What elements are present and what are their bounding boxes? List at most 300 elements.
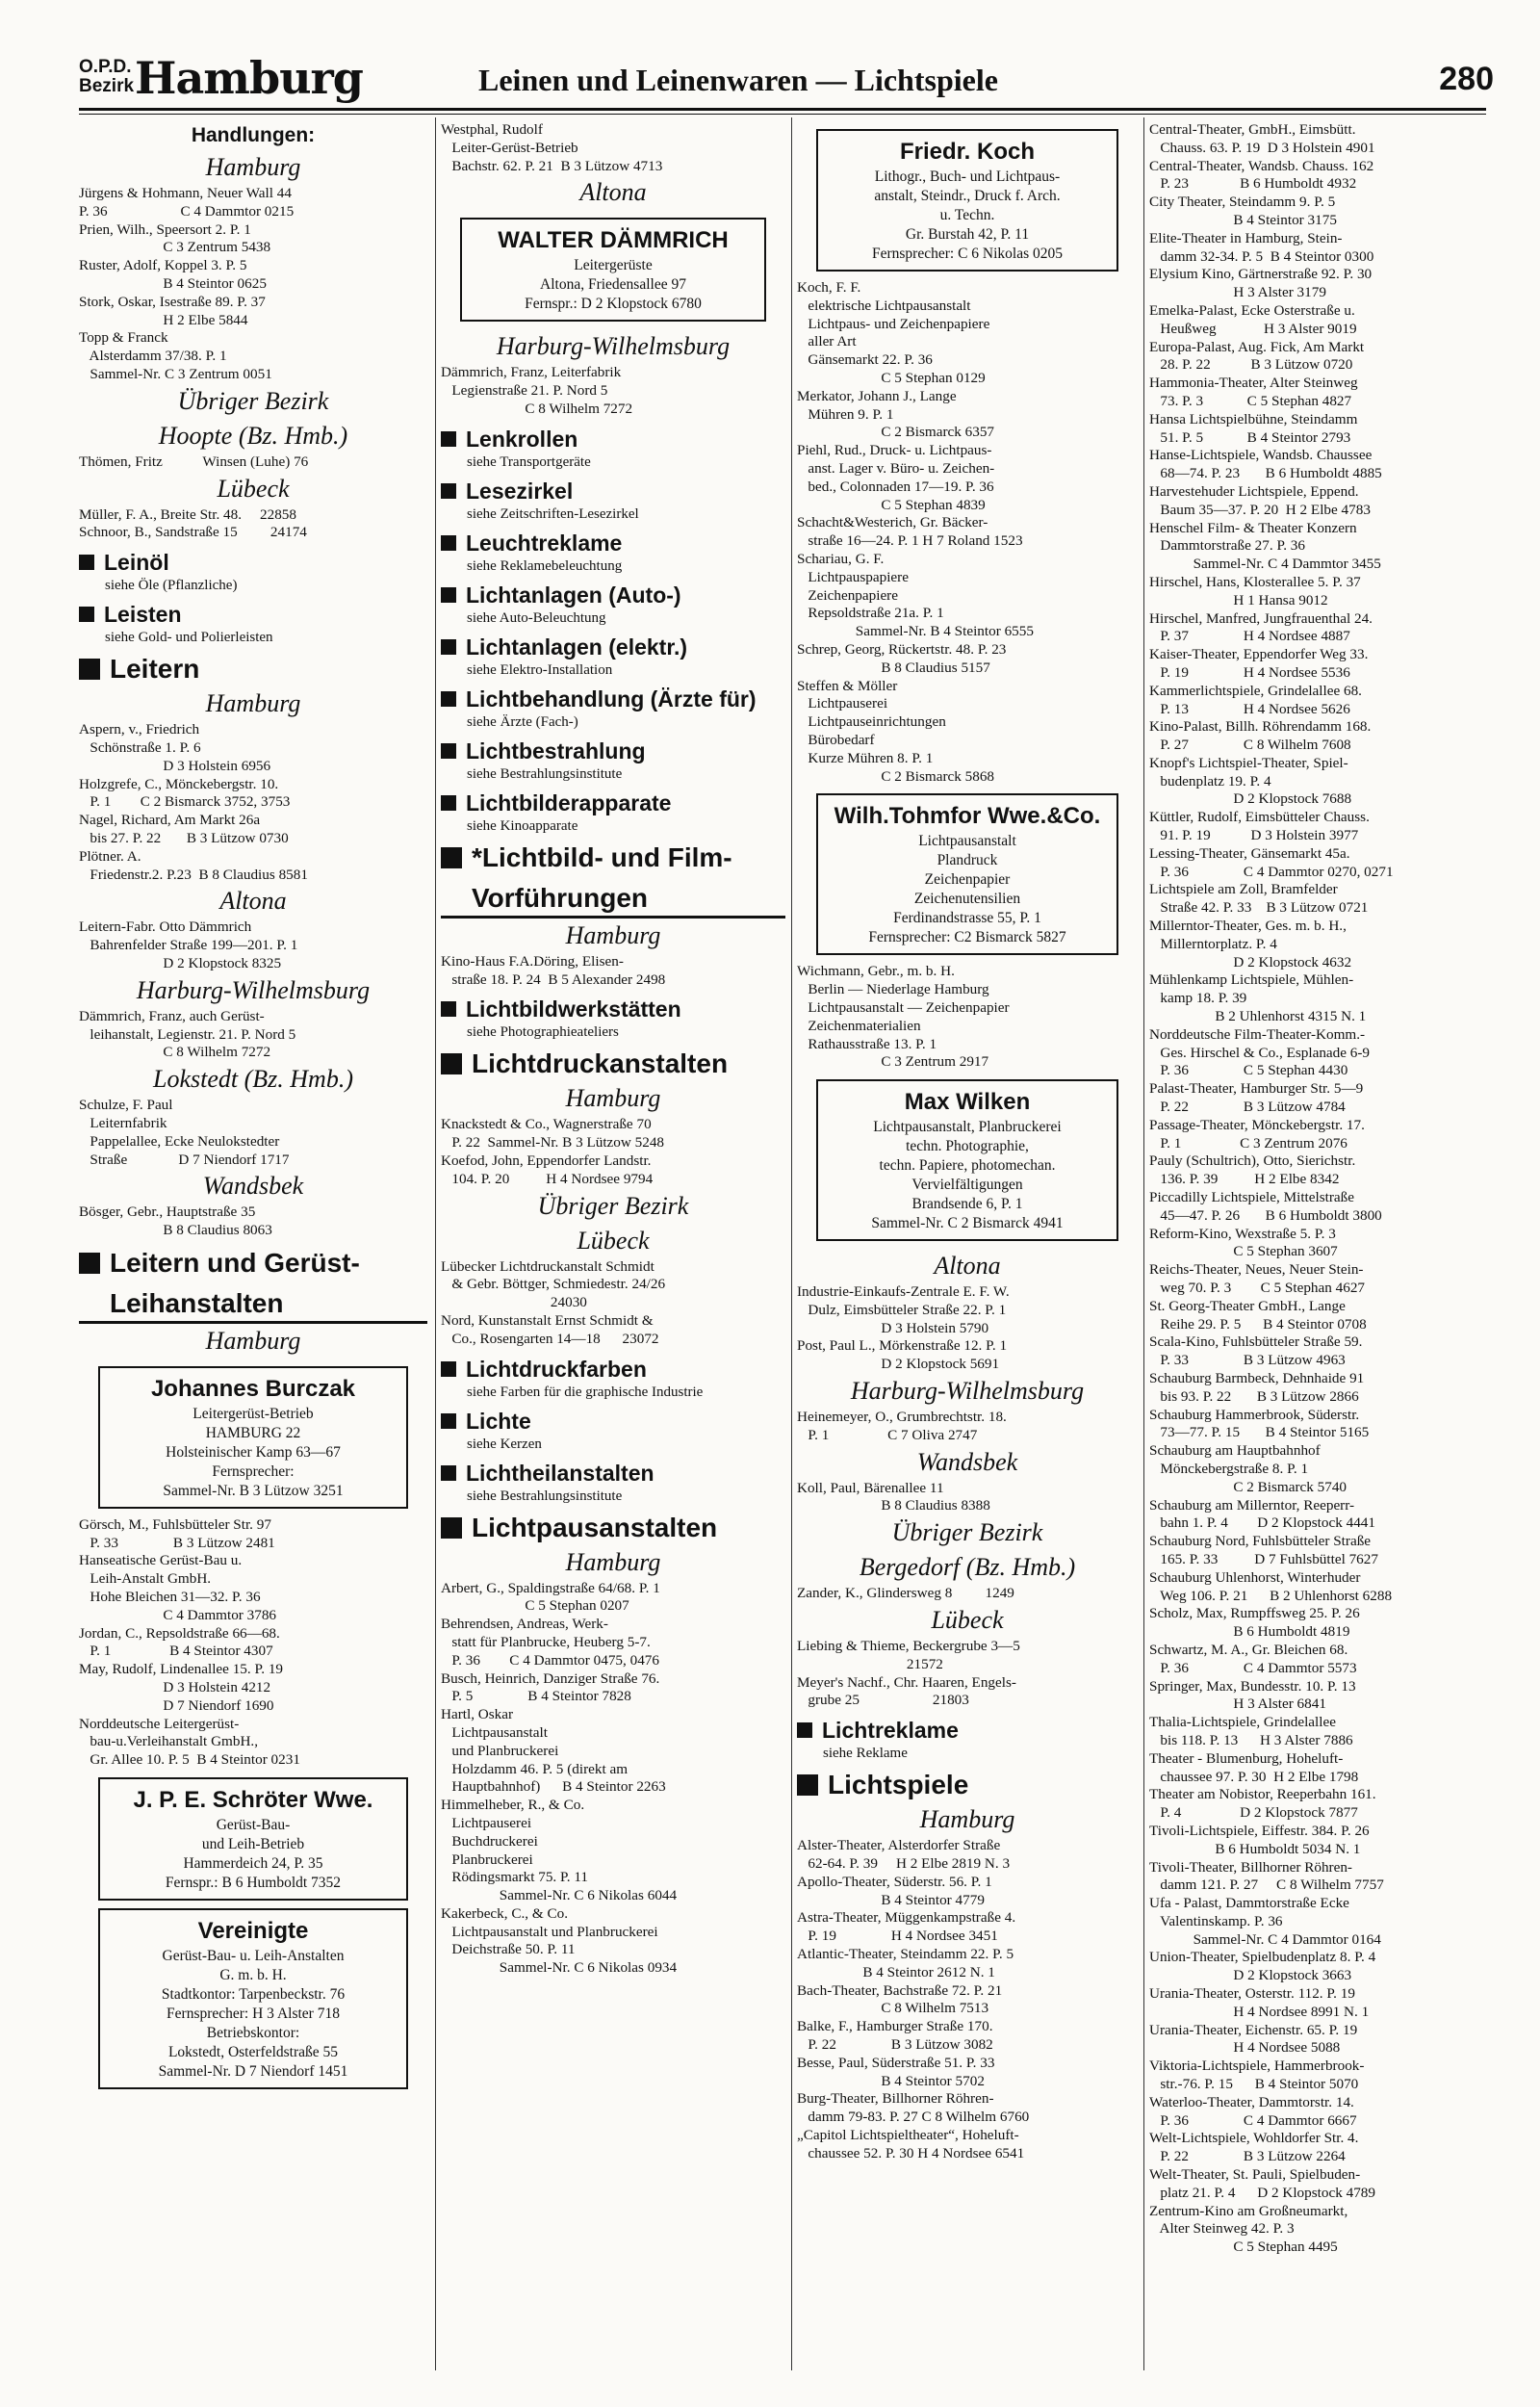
entry-line: Meyer's Nachf., Chr. Haaren, Engels- (797, 1673, 1016, 1691)
entry-line: Planbruckerei (441, 1851, 533, 1868)
entry-line: Schauburg Barmbeck, Dehnhaide 91 (1149, 1369, 1365, 1386)
entry-line: Schulze, F. Paul (79, 1097, 173, 1114)
square-bullet-icon (441, 1517, 462, 1539)
entry-line: B 4 Steintor 0625 (79, 274, 267, 292)
page-number: 280 (1439, 61, 1494, 97)
entry-line: B 8 Claudius 8063 (79, 1222, 272, 1239)
entry-line: P. 1 C 2 Bismarck 3752, 3753 (79, 793, 291, 811)
entry-line: Legienstraße 21. P. Nord 5 (441, 382, 608, 400)
entry-line: B 6 Humboldt 5034 N. 1 (1149, 1840, 1361, 1857)
major-category-heading (441, 841, 785, 875)
entry-line: Sammel-Nr. C 4 Dammtor 3455 (1149, 556, 1381, 573)
entry-line: Tivoli-Lichtspiele, Eiffestr. 384. P. 26 (1149, 1822, 1370, 1839)
place-heading: Lübeck (217, 474, 290, 503)
entry-line: Berlin — Niederlage Hamburg (797, 981, 989, 998)
entry-line: Holzgrefe, C., Mönckebergstr. 10. (79, 775, 279, 792)
entry-line: aller Art (797, 333, 857, 350)
entry-line: Post, Paul L., Mörkenstraße 12. P. 1 (797, 1337, 1008, 1355)
category-label: Lichtbilderapparate (466, 789, 672, 815)
entry-line: B 6 Humboldt 4819 (1149, 1623, 1350, 1641)
cross-reference: siehe Kinoapparate (467, 817, 578, 834)
square-bullet-icon (797, 1774, 818, 1796)
entry-line: bis 93. P. 22 B 3 Lützow 2866 (1149, 1387, 1359, 1405)
entry-line: H 2 Elbe 5844 (79, 311, 248, 328)
entry-line: Schauburg Nord, Fuhlsbütteler Straße (1149, 1533, 1372, 1550)
entry-line: Nord, Kunstanstalt Ernst Schmidt & (441, 1311, 654, 1329)
category-label: Lichtdruckanstalten (472, 1048, 729, 1079)
category-label: Lichte (466, 1408, 531, 1434)
entry-line: straße 16—24. P. 1 H 7 Roland 1523 (797, 532, 1023, 550)
ad-line: techn. Papiere, photomechan. (879, 1157, 1056, 1175)
entry-line: str.-76. P. 15 B 4 Steintor 5070 (1149, 2076, 1359, 2093)
entry-line: Schauburg am Hauptbahnhof (1149, 1442, 1321, 1460)
square-bullet-icon (441, 847, 462, 868)
cross-reference: siehe Transportgeräte (467, 453, 591, 470)
entry-line: Heußweg H 3 Alster 9019 (1149, 320, 1357, 337)
entry-line: Prien, Wilh., Speersort 2. P. 1 (79, 220, 251, 238)
city-title: Hamburg (135, 52, 363, 104)
entry-line: bau-u.Verleihanstalt GmbH., (79, 1733, 259, 1750)
entry-line: 91. P. 19 D 3 Holstein 3977 (1149, 827, 1359, 844)
ad-line: Lichtpausanstalt, Planbruckerei (873, 1119, 1062, 1136)
entry-line: Hanseatische Gerüst-Bau u. (79, 1552, 243, 1569)
category-heading (441, 685, 785, 713)
cross-reference: siehe Auto-Beleuchtung (467, 609, 606, 626)
entry-line: P. 36 C 4 Dammtor 0215 (79, 202, 295, 220)
entry-line: Welt-Theater, St. Pauli, Spielbuden- (1149, 2166, 1361, 2184)
entry-line: Koll, Paul, Bärenallee 11 (797, 1479, 944, 1496)
category-label: Lichtbestrahlung (466, 738, 646, 764)
entry-line: Mühlenkamp Lichtspiele, Mühlen- (1149, 971, 1354, 989)
entry-line: Schnoor, B., Sandstraße 15 24174 (79, 524, 307, 541)
entry-line: P. 36 C 4 Dammtor 0270, 0271 (1149, 863, 1394, 880)
entry-line: Holzdamm 46. P. 5 (direkt am (441, 1760, 629, 1777)
cross-reference: siehe Zeitschriften-Lesezirkel (467, 505, 639, 522)
entry-line: Koefod, John, Eppendorfer Landstr. (441, 1152, 652, 1169)
entry-line: Theater - Blumenburg, Hoheluft- (1149, 1749, 1344, 1767)
category-label: Lesezirkel (466, 478, 574, 504)
entry-line: Buchdruckerei (441, 1832, 538, 1850)
entry-line: B 8 Claudius 8388 (797, 1497, 990, 1514)
entry-line: Hansa Lichtspielbühne, Steindamm (1149, 410, 1358, 427)
square-bullet-icon (441, 483, 456, 499)
ad-line: Sammel-Nr. D 7 Niendorf 1451 (158, 2063, 348, 2081)
entry-line: Urania-Theater, Osterstr. 112. P. 19 (1149, 1985, 1355, 2003)
entry-line: C 8 Wilhelm 7272 (441, 400, 633, 417)
place-heading: Harburg-Wilhelmsburg (850, 1377, 1085, 1406)
entry-line: 45—47. P. 26 B 6 Humboldt 3800 (1149, 1206, 1382, 1224)
entry-line: C 8 Wilhelm 7513 (797, 2000, 989, 2017)
category-heading (79, 600, 427, 629)
entry-line: B 4 Steintor 5702 (797, 2072, 985, 2089)
category-heading (441, 425, 785, 453)
cross-reference: siehe Reklamebeleuchtung (467, 557, 623, 574)
entry-line: Baum 35—37. P. 20 H 2 Elbe 4783 (1149, 501, 1371, 518)
square-bullet-icon (441, 431, 456, 447)
place-heading: Lokstedt (Bz. Hmb.) (153, 1065, 353, 1094)
entry-line: Wichmann, Gebr., m. b. H. (797, 963, 955, 980)
square-bullet-icon (441, 587, 456, 603)
section-heading: Handlungen: (191, 124, 316, 146)
advertisement-box (816, 1079, 1118, 1241)
place-heading: Wandsbek (916, 1447, 1018, 1476)
entry-line: Zeichenmaterialien (797, 1017, 921, 1034)
entry-line: Millerntorplatz. P. 4 (1149, 935, 1277, 952)
entry-line: kamp 18. P. 39 (1149, 990, 1247, 1007)
entry-line: P. 36 C 4 Dammtor 6667 (1149, 2111, 1357, 2129)
entry-line: Merkator, Johann J., Lange (797, 387, 957, 404)
entry-line: Stork, Oskar, Isestraße 89. P. 37 (79, 293, 266, 310)
ad-line: Altona, Friedensallee 97 (540, 276, 686, 294)
major-category-heading (79, 1286, 427, 1324)
ad-line: Stadtkontor: Tarpenbeckstr. 76 (161, 1986, 346, 2004)
square-bullet-icon (441, 535, 456, 551)
square-bullet-icon (441, 1465, 456, 1481)
entry-line: P. 13 H 4 Nordsee 5626 (1149, 700, 1350, 717)
column-1 (79, 121, 427, 2374)
entry-line: 28. P. 22 B 3 Lützow 0720 (1149, 356, 1353, 374)
entry-line: C 2 Bismarck 5740 (1149, 1478, 1348, 1495)
ad-line: Zeichenutensilien (913, 891, 1021, 908)
ad-line: HAMBURG 22 (205, 1424, 301, 1441)
ad-line: Fernsprecher: H 3 Alster 718 (167, 2006, 340, 2023)
entry-line: Dämmrich, Franz, auch Gerüst- (79, 1007, 265, 1024)
place-heading: Lübeck (577, 1226, 650, 1255)
ad-title: Vereinigte (197, 1918, 309, 1945)
entry-line: Lichtpausanstalt (441, 1723, 548, 1741)
category-label: Lichtreklame (822, 1718, 959, 1744)
entry-line: P. 36 C 4 Dammtor 5573 (1149, 1659, 1357, 1676)
category-heading (441, 995, 785, 1023)
place-heading: Hamburg (919, 1805, 1015, 1834)
entry-line: Sammel-Nr. C 6 Nikolas 0934 (441, 1959, 678, 1977)
entry-line: Co., Rosengarten 14—18 23072 (441, 1330, 659, 1347)
major-category-heading (441, 1047, 785, 1081)
entry-line: Piccadilly Lichtspiele, Mittelstraße (1149, 1189, 1354, 1206)
entry-line: Plötner. A. (79, 847, 141, 865)
entry-line: Arbert, G., Spaldingstraße 64/68. P. 1 (441, 1579, 660, 1596)
category-label: Leihanstalten (110, 1287, 284, 1318)
entry-line: 62-64. P. 39 H 2 Elbe 2819 N. 3 (797, 1855, 1011, 1873)
ad-line: Fernspr.: D 2 Klopstock 6780 (525, 296, 702, 313)
cross-reference: siehe Kerzen (467, 1436, 542, 1452)
entry-line: Knackstedt & Co., Wagnerstraße 70 (441, 1116, 652, 1133)
major-category-heading (79, 652, 427, 686)
entry-line: Müller, F. A., Breite Str. 48. 22858 (79, 505, 296, 523)
column-4 (1149, 121, 1488, 2374)
entry-line: Busch, Heinrich, Danziger Straße 76. (441, 1669, 660, 1687)
category-label: Leinöl (104, 550, 169, 576)
entry-line: C 5 Stephan 0207 (441, 1597, 629, 1615)
entry-line: Zentrum-Kino am Großneumarkt, (1149, 2202, 1348, 2219)
square-bullet-icon (79, 607, 94, 622)
entry-line: weg 70. P. 3 C 5 Stephan 4627 (1149, 1280, 1366, 1296)
entry-line: Schacht&Westerich, Gr. Bäcker- (797, 514, 988, 531)
entry-line: damm 121. P. 27 C 8 Wilhelm 7757 (1149, 1876, 1384, 1894)
entry-line: C 5 Stephan 3607 (1149, 1243, 1338, 1260)
advertisement-box (98, 1366, 408, 1509)
entry-line: Himmelheber, R., & Co. (441, 1797, 585, 1814)
entry-line: Hirschel, Manfred, Jungfrauenthal 24. (1149, 609, 1373, 627)
category-heading (797, 1716, 1138, 1745)
entry-line: D 3 Holstein 4212 (79, 1679, 271, 1696)
entry-line: Springer, Max, Bundesstr. 10. P. 13 (1149, 1677, 1356, 1695)
entry-line: C 2 Bismarck 5868 (797, 767, 995, 785)
entry-line: Westphal, Rudolf (441, 121, 543, 138)
place-heading: Altona (219, 887, 287, 916)
entry-line: „Capitol Lichtspieltheater“, Hoheluft- (797, 2127, 1019, 2143)
entry-line: Bürobedarf (797, 731, 875, 748)
ad-line: Brandsende 6, P. 1 (911, 1196, 1023, 1213)
entry-line: P. 19 H 4 Nordsee 3451 (797, 1928, 998, 1945)
entry-line: Topp & Franck (79, 329, 168, 347)
entry-line: St. Georg-Theater GmbH., Lange (1149, 1297, 1346, 1314)
entry-line: Schariau, G. F. (797, 550, 885, 567)
entry-line: Koch, F. F. (797, 279, 861, 296)
ad-line: Ferdinandstrasse 55, P. 1 (893, 910, 1041, 927)
entry-line: Ges. Hirschel & Co., Esplanade 6-9 (1149, 1044, 1371, 1061)
cross-reference: siehe Farben für die graphische Industrie (467, 1384, 704, 1400)
entry-line: grube 25 21803 (797, 1692, 969, 1709)
entry-line: Welt-Lichtspiele, Wohldorfer Str. 4. (1149, 2130, 1359, 2147)
entry-line: 21572 (797, 1655, 943, 1672)
entry-line: Sammel-Nr. C 3 Zentrum 0051 (79, 365, 272, 382)
ad-line: Gerüst-Bau- (216, 1817, 291, 1834)
entry-line: straße 18. P. 24 B 5 Alexander 2498 (441, 971, 666, 988)
square-bullet-icon (441, 1053, 462, 1074)
cross-reference: siehe Reklame (823, 1746, 908, 1762)
entry-line: Sammel-Nr. C 4 Dammtor 0164 (1149, 1930, 1381, 1948)
category-heading (441, 737, 785, 765)
entry-line: Dulz, Eimsbütteler Straße 22. P. 1 (797, 1301, 1007, 1318)
spacer (441, 888, 462, 909)
ad-line: Fernsprecher: (212, 1462, 295, 1480)
ad-line: Sammel-Nr. B 3 Lützow 3251 (163, 1482, 344, 1499)
entry-line: D 2 Klopstock 8325 (79, 954, 282, 971)
entry-line: damm 79-83. P. 27 C 8 Wilhelm 6760 (797, 2109, 1030, 2126)
entry-line: Lichtpausanstalt — Zeichenpapier (797, 998, 1010, 1016)
entry-line: Bach-Theater, Bachstraße 72. P. 21 (797, 1981, 1003, 1999)
square-bullet-icon (79, 1253, 100, 1274)
entry-line: Gr. Allee 10. P. 5 B 4 Steintor 0231 (79, 1751, 300, 1769)
category-label: Lichtdruckfarben (466, 1356, 647, 1382)
entry-line: und Planbruckerei (441, 1742, 559, 1759)
entry-line: P. 19 H 4 Nordsee 5536 (1149, 663, 1350, 681)
advertisement-box (816, 793, 1118, 955)
entry-line: Nagel, Richard, Am Markt 26a (79, 812, 261, 829)
entry-line: Schwartz, M. A., Gr. Bleichen 68. (1149, 1641, 1348, 1658)
entry-line: Hirschel, Hans, Klosterallee 5. P. 37 (1149, 573, 1361, 590)
place-heading: Hamburg (205, 153, 301, 181)
entry-line: Hanse-Lichtspiele, Wandsb. Chaussee (1149, 447, 1373, 464)
entry-line: Scala-Kino, Fuhlsbütteler Straße 59. (1149, 1333, 1363, 1351)
entry-line: Astra-Theater, Müggenkampstraße 4. (797, 1909, 1016, 1927)
entry-line: Küttler, Rudolf, Eimsbütteler Chauss. (1149, 809, 1370, 826)
entry-line: Aspern, v., Friedrich (79, 721, 200, 738)
header-rule-thin (79, 114, 1486, 115)
entry-line: Kakerbeck, C., & Co. (441, 1904, 569, 1922)
category-heading (441, 477, 785, 505)
entry-line: Bösger, Gebr., Hauptstraße 35 (79, 1204, 256, 1221)
entry-line: & Gebr. Böttger, Schmiedestr. 24/26 (441, 1276, 666, 1293)
place-heading: Wandsbek (202, 1172, 304, 1201)
entry-line: Tivoli-Theater, Billhorner Röhren- (1149, 1858, 1352, 1876)
entry-line: Dämmrich, Franz, Leiterfabrik (441, 364, 622, 381)
place-heading: Hamburg (565, 1547, 661, 1576)
entry-line: Elysium Kino, Gärtnerstraße 92. P. 30 (1149, 266, 1373, 283)
place-heading: Altona (579, 178, 647, 207)
square-bullet-icon (79, 555, 94, 570)
square-bullet-icon (441, 691, 456, 707)
entry-line: Valentinskamp. P. 36 (1149, 1912, 1283, 1929)
place-heading: Hamburg (205, 1326, 301, 1355)
entry-line: Mönckebergstraße 8. P. 1 (1149, 1460, 1309, 1477)
entry-line: C 3 Zentrum 5438 (79, 239, 271, 256)
entry-line: P. 36 C 4 Dammtor 0475, 0476 (441, 1651, 659, 1669)
cross-reference: siehe Photographieateliers (467, 1024, 619, 1041)
ad-line: Fernsprecher: C2 Bismarck 5827 (868, 929, 1066, 946)
major-category-heading (441, 1511, 785, 1545)
entry-line: Jürgens & Hohmann, Neuer Wall 44 (79, 185, 292, 201)
category-heading (441, 789, 785, 817)
advertisement-box (816, 129, 1118, 272)
ad-line: Gerüst-Bau- u. Leih-Anstalten (162, 1948, 345, 1965)
entry-line: Hauptbahnhof) B 4 Steintor 2263 (441, 1778, 666, 1796)
entry-line: Elite-Theater in Hamburg, Stein- (1149, 229, 1343, 246)
entry-line: Deichstraße 50. P. 11 (441, 1941, 576, 1958)
entry-line: D 7 Niendorf 1690 (79, 1696, 274, 1714)
entry-line: Rathausstraße 13. P. 1 (797, 1035, 937, 1052)
entry-line: Reihe 29. P. 5 B 4 Steintor 0708 (1149, 1315, 1367, 1333)
entry-line: Scholz, Max, Rumpffsweg 25. P. 26 (1149, 1605, 1360, 1622)
entry-line: Schauburg Uhlenhorst, Winterhuder (1149, 1568, 1361, 1586)
entry-line: City Theater, Steindamm 9. P. 5 (1149, 194, 1336, 211)
column-2 (441, 121, 785, 2374)
square-bullet-icon (441, 639, 456, 655)
entry-line: B 2 Uhlenhorst 4315 N. 1 (1149, 1008, 1367, 1025)
square-bullet-icon (797, 1722, 812, 1738)
ad-title: Johannes Burczak (150, 1375, 356, 1402)
entry-line: Chauss. 63. P. 19 D 3 Holstein 4901 (1149, 139, 1375, 156)
entry-line: May, Rudolf, Lindenallee 15. P. 19 (79, 1661, 284, 1678)
entry-line: Emelka-Palast, Ecke Osterstraße u. (1149, 301, 1355, 319)
entry-line: Leiter-Gerüst-Betrieb (441, 139, 578, 156)
entry-line: D 2 Klopstock 5691 (797, 1356, 1000, 1373)
entry-line: P. 23 B 6 Humboldt 4932 (1149, 175, 1357, 193)
entry-line: Alster-Theater, Alsterdorfer Straße (797, 1837, 1001, 1854)
category-label: Lenkrollen (466, 426, 578, 452)
entry-line: budenplatz 19. P. 4 (1149, 772, 1271, 789)
entry-line: P. 36 C 5 Stephan 4430 (1149, 1062, 1348, 1079)
entry-line: Lichtpausanstalt und Planbruckerei (441, 1923, 658, 1940)
entry-line: Heinemeyer, O., Grumbrechtstr. 18. (797, 1409, 1007, 1426)
ad-title: Friedr. Koch (899, 139, 1036, 165)
square-bullet-icon (79, 659, 100, 680)
ad-line: und Leih-Betrieb (201, 1836, 305, 1853)
page-title: Leinen und Leinenwaren — Lichtspiele (478, 63, 998, 97)
cross-reference: siehe Ärzte (Fach-) (467, 713, 578, 730)
entry-line: Theater am Nobistor, Reeperbahn 161. (1149, 1786, 1376, 1803)
category-label: Lichtbildwerkstätten (466, 996, 681, 1022)
entry-line: C 5 Stephan 4839 (797, 496, 986, 513)
entry-line: Rödingsmarkt 75. P. 11 (441, 1869, 589, 1886)
square-bullet-icon (441, 743, 456, 759)
entry-line: P. 22 B 3 Lützow 2264 (1149, 2148, 1346, 2165)
entry-line: 104. P. 20 H 4 Nordsee 9794 (441, 1170, 654, 1187)
cross-reference: siehe Bestrahlungsinstitute (467, 1488, 623, 1504)
entry-line: Harvestehuder Lichtspiele, Eppend. (1149, 482, 1359, 500)
entry-line: bed., Colonnaden 17—19. P. 36 (797, 478, 994, 495)
ad-line: Leitergerüste (574, 257, 653, 274)
entry-line: Central-Theater, GmbH., Eimsbütt. (1149, 121, 1356, 138)
entry-line: Lichtpauspapiere (797, 568, 909, 585)
entry-line: Schrep, Georg, Rückertstr. 48. P. 23 (797, 640, 1007, 658)
category-label: *Lichtbild- und Film- (472, 841, 732, 872)
entry-line: Central-Theater, Wandsb. Chauss. 162 (1149, 157, 1374, 174)
entry-line: Alsterdamm 37/38. P. 1 (79, 348, 227, 365)
column-divider (791, 117, 792, 2370)
entry-line: P. 27 C 8 Wilhelm 7608 (1149, 737, 1351, 754)
category-label: Lichtbehandlung (Ärzte für) (466, 686, 757, 712)
entry-line: Leitern-Fabr. Otto Dämmrich (79, 919, 252, 936)
category-label: Lichtpausanstalten (472, 1512, 718, 1542)
entry-line: Knopf's Lichtspiel-Theater, Spiel- (1149, 754, 1348, 771)
category-heading (441, 1355, 785, 1384)
entry-line: Lichtspiele am Zoll, Bramfelder (1149, 881, 1338, 898)
entry-line: anst. Lager v. Büro- u. Zeichen- (797, 459, 995, 477)
entry-line: Schönstraße 1. P. 6 (79, 738, 201, 756)
entry-line: Sammel-Nr. C 6 Nikolas 6044 (441, 1887, 678, 1904)
entry-line: Jordan, C., Repsoldstraße 66—68. (79, 1624, 280, 1642)
entry-line: bis 27. P. 22 B 3 Lützow 0730 (79, 829, 289, 846)
category-heading (79, 548, 427, 577)
category-label: Leitern und Gerüst- (110, 1247, 360, 1278)
entry-line: leihanstalt, Legienstr. 21. P. Nord 5 (79, 1025, 296, 1043)
ad-line: Fernsprecher: C 6 Nikolas 0205 (871, 246, 1064, 262)
entry-line: Lichtpauserei (441, 1814, 532, 1831)
ad-title: Max Wilken (904, 1089, 1031, 1116)
entry-line: Thömen, Fritz Winsen (Luhe) 76 (79, 453, 309, 470)
entry-line: Zander, K., Glindersweg 8 1249 (797, 1585, 1014, 1602)
entry-line: Urania-Theater, Eichenstr. 65. P. 19 (1149, 2021, 1358, 2038)
entry-line: B 4 Steintor 2612 N. 1 (797, 1963, 995, 1980)
major-category-heading (441, 881, 785, 919)
square-bullet-icon (441, 1361, 456, 1377)
category-label: Lichtanlagen (Auto-) (466, 582, 681, 608)
entry-line: Hartl, Oskar (441, 1706, 514, 1723)
entry-line: Kino-Haus F.A.Döring, Elisen- (441, 952, 624, 970)
entry-line: Sammel-Nr. B 4 Steintor 6555 (797, 623, 1034, 640)
category-label: Leuchtreklame (466, 530, 623, 556)
cross-reference: siehe Öle (Pflanzliche) (105, 578, 238, 594)
entry-line: 51. P. 5 B 4 Steintor 2793 (1149, 428, 1351, 446)
entry-line: P. 1 B 4 Steintor 4307 (79, 1643, 273, 1660)
category-label: Lichtanlagen (elektr.) (466, 634, 688, 660)
entry-line: 136. P. 39 H 2 Elbe 8342 (1149, 1171, 1340, 1188)
entry-line: Passage-Theater, Mönckebergstr. 17. (1149, 1116, 1365, 1133)
entry-line: P. 22 Sammel-Nr. B 3 Lützow 5248 (441, 1134, 665, 1152)
entry-line: Steffen & Möller (797, 677, 898, 694)
square-bullet-icon (441, 1413, 456, 1429)
entry-line: Kaiser-Theater, Eppendorfer Weg 33. (1149, 646, 1369, 663)
ad-title: WALTER DÄMMRICH (498, 227, 729, 254)
entry-line: Ruster, Adolf, Koppel 3. P. 5 (79, 257, 247, 274)
entry-line: B 8 Claudius 5157 (797, 659, 990, 676)
entry-line: P. 33 B 3 Lützow 2481 (79, 1534, 275, 1551)
ad-line: Plandruck (937, 852, 998, 869)
entry-line: H 3 Alster 3179 (1149, 284, 1326, 301)
entry-line: Kurze Mühren 8. P. 1 (797, 749, 934, 766)
